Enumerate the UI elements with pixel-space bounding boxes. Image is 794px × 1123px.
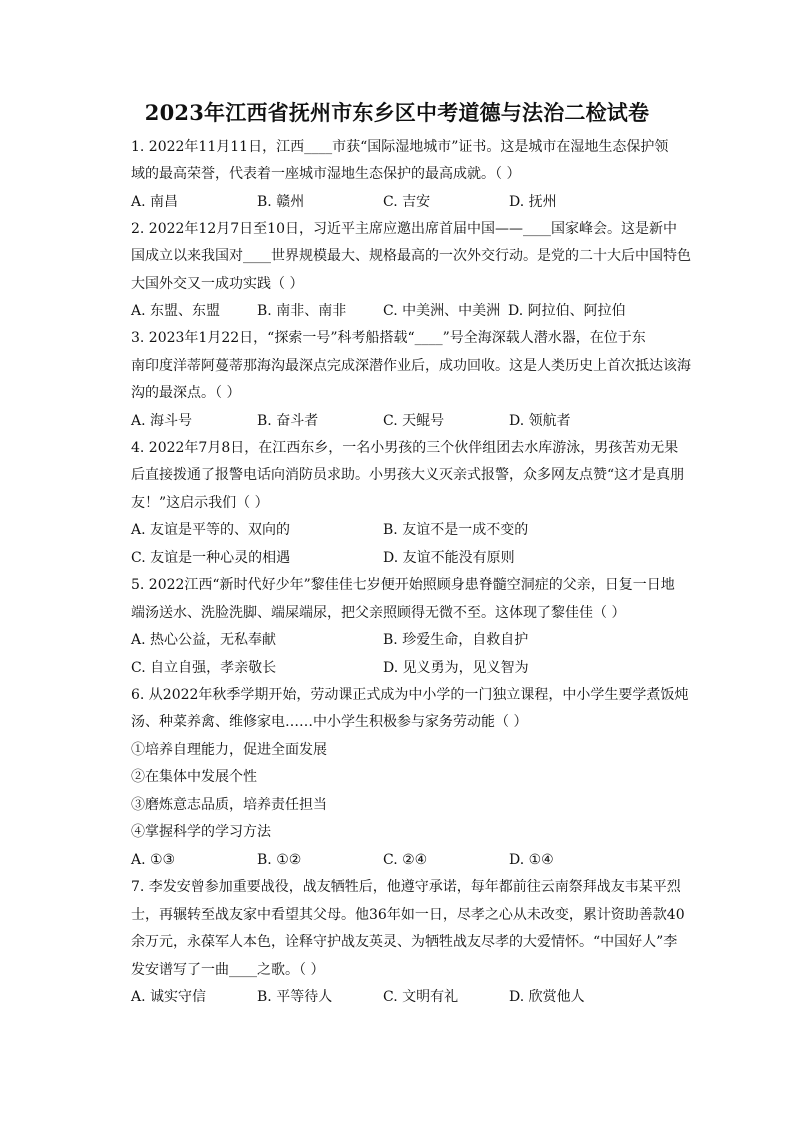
- question-3-option-c: C. 天鲲号: [383, 413, 445, 429]
- question-5-option-b: B. 珍爱生命，自救自护: [383, 632, 529, 648]
- question-7-option-c: C. 文明有礼: [383, 989, 459, 1005]
- question-1-option-d: D. 抚州: [509, 194, 557, 210]
- question-7-line-2: 士，再辗转至战友家中看望其父母。他36年如一日，尽孝之心从未改变，累计资助善款40: [131, 907, 685, 923]
- question-2-option-b: B. 南非、南非: [257, 303, 347, 319]
- question-4-line-3: 友！”这启示我们（ ）: [131, 495, 269, 511]
- question-2-line-2: 国成立以来我国对____世界规模最大、规格最高的一次外交行动。是党的二十大后中国特色: [131, 248, 691, 264]
- question-6-option-c: C. ②④: [383, 852, 428, 868]
- question-5-option-d: D. 见义勇为，见义智为: [383, 660, 529, 676]
- question-5-option-c: C. 自立自强，孝亲敬长: [131, 660, 277, 676]
- question-2-option-c: C. 中美洲、中美洲: [383, 303, 501, 319]
- question-6-item-1: ①培养自理能力，促进全面发展: [131, 742, 327, 758]
- question-6-line-2: 汤、种菜养禽、维修家电……中小学生积极参与家务劳动能（ ）: [131, 714, 528, 730]
- question-2-option-d: D. 阿拉伯、阿拉伯: [508, 303, 626, 319]
- question-6-option-d: D. ①④: [509, 852, 554, 868]
- question-2-option-a: A. 东盟、东盟: [131, 303, 221, 319]
- question-2-line-1: 2. 2022年12月7日至10日，习近平主席应邀出席首届中国——____国家峰会。这是新中: [131, 221, 677, 237]
- question-3-option-b: B. 奋斗者: [257, 413, 319, 429]
- question-3-line-2: 南印度洋蒂阿蔓蒂那海沟最深点完成深潜作业后，成功回收。这是人类历史上首次抵达该海: [131, 358, 691, 374]
- question-7-option-a: A. 诚实守信: [131, 989, 207, 1005]
- exam-title: 2023年江西省抚州市东乡区中考道德与法治二检试卷: [144, 100, 650, 125]
- question-1-line-1: 1. 2022年11月11日，江西____市获“国际湿地城市”证书。这是城市在湿地生态保护领: [131, 139, 669, 155]
- question-5-line-2: 端汤送水、洗脸洗脚、端屎端尿，把父亲照顾得无微不至。这体现了黎佳佳（ ）: [131, 605, 626, 621]
- question-1-option-b: B. 赣州: [257, 194, 305, 210]
- question-4-option-a: A. 友谊是平等的、双向的: [131, 522, 291, 538]
- question-4-option-d: D. 友谊不能没有原则: [383, 550, 515, 566]
- question-6-option-b: B. ①②: [257, 852, 302, 868]
- question-6-item-2: ②在集体中发展个性: [131, 769, 257, 785]
- question-1-option-c: C. 吉安: [383, 194, 431, 210]
- question-5-option-a: A. 热心公益，无私奉献: [131, 632, 277, 648]
- question-6-option-a: A. ①③: [131, 852, 176, 868]
- question-7-option-b: B. 平等待人: [257, 989, 333, 1005]
- question-4-option-c: C. 友谊是一种心灵的相遇: [131, 550, 291, 566]
- question-7-line-3: 余万元，永葆军人本色，诠释守护战友英灵、为牺牲战友尽孝的大爱情怀。“中国好人”李: [131, 934, 678, 950]
- question-6-item-4: ④掌握科学的学习方法: [131, 824, 271, 840]
- question-4-option-b: B. 友谊不是一成不变的: [383, 522, 529, 538]
- question-3-option-d: D. 领航者: [509, 413, 571, 429]
- question-4-line-1: 4. 2022年7月8日，在江西东乡，一名小男孩的三个伙伴组团去水库游泳，男孩苦劝无果: [131, 440, 679, 456]
- question-1-option-a: A. 南昌: [131, 194, 179, 210]
- question-7-line-4: 发安谱写了一曲____之歌。（ ）: [131, 962, 325, 978]
- question-7-line-1: 7. 李发安曾参加重要战役，战友牺牲后，他遵守承诺，每年都前往云南祭拜战友韦某平烈: [131, 879, 681, 895]
- question-3-option-a: A. 海斗号: [131, 413, 193, 429]
- question-3-line-1: 3. 2023年1月22日，“探索一号”科考船搭载“____”号全海深载人潜水器，在位于东: [131, 330, 646, 346]
- question-3-line-3: 沟的最深点。（ ）: [131, 385, 241, 401]
- question-4-line-2: 后直接拨通了报警电话向消防员求助。小男孩大义灭亲式报警，众多网友点赞“这才是真朋: [131, 467, 685, 483]
- question-1-line-2: 域的最高荣誉，代表着一座城市湿地生态保护的最高成就。（ ）: [131, 166, 521, 182]
- question-6-line-1: 6. 从2022年秋季学期开始，劳动课正式成为中小学的一门独立课程，中小学生要学煮饭炖: [131, 687, 689, 703]
- question-6-item-3: ③磨炼意志品质，培养责任担当: [131, 797, 327, 813]
- question-2-line-3: 大国外交又一成功实践（ ）: [131, 276, 304, 292]
- question-7-option-d: D. 欣赏他人: [509, 989, 585, 1005]
- question-5-line-1: 5. 2022江西“新时代好少年”黎佳佳七岁便开始照顾身患脊髓空洞症的父亲，日复一日地: [131, 577, 675, 593]
